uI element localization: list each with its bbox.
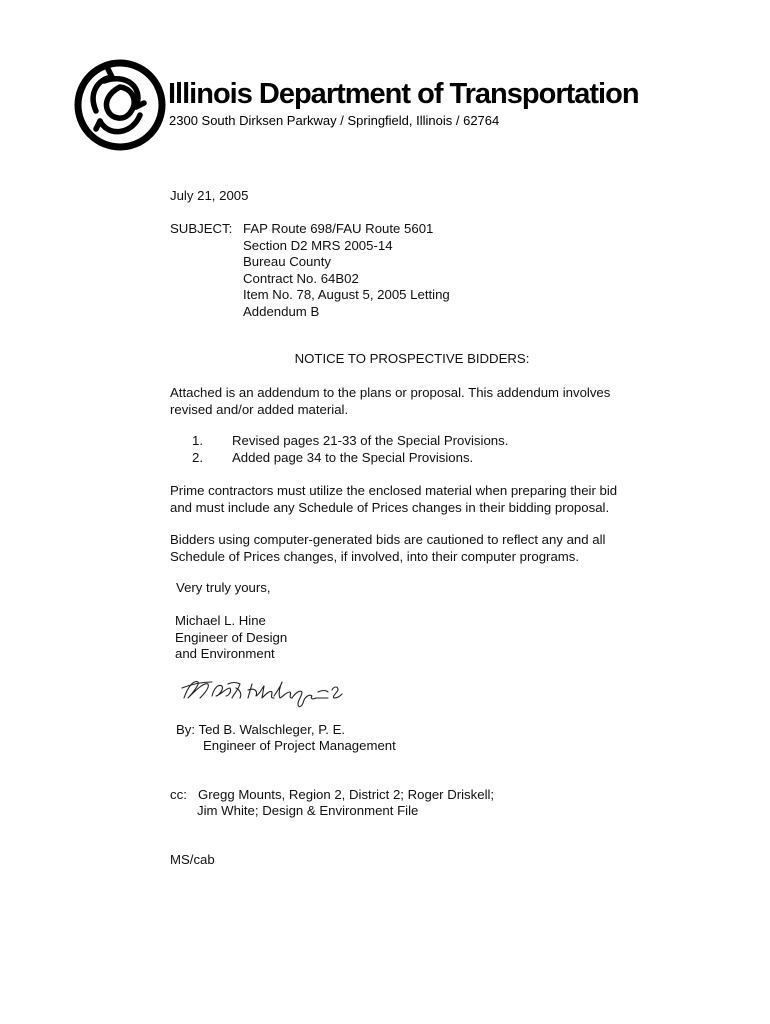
paragraph-line: Prime contractors must utilize the enclosed material when preparing their bid — [170, 483, 618, 498]
by-line: By: Ted B. Walschleger, P. E. — [176, 722, 346, 737]
paragraph-line: and must include any Schedule of Prices changes in their bidding proposal. — [170, 499, 610, 515]
notice-title — [0, 351, 770, 368]
closing: Very truly yours, — [176, 580, 271, 595]
list-item-number: 1. — [192, 433, 203, 448]
by-title: Engineer of Project Management — [203, 738, 396, 753]
subject-lines — [243, 221, 450, 320]
paragraph-line: Schedule of Prices changes, if involved, into their computer programs. — [170, 548, 580, 564]
paragraph-line: Bidders using computer-generated bids are cautioned to reflect any and all — [170, 532, 606, 547]
paragraph-prime-contractors — [170, 483, 617, 516]
list-item-text: Added page 34 to the Special Provisions. — [232, 449, 474, 465]
subject-line: Section D2 MRS 2005-14 — [243, 237, 393, 253]
paragraph-addendum — [170, 385, 610, 418]
subject-line: FAP Route 698/FAU Route 5601 — [243, 221, 434, 236]
subject-line: Contract No. 64B02 — [243, 270, 359, 286]
org-address: 2300 South Dirksen Parkway / Springfield, Illinois / 62764 — [169, 113, 500, 128]
typist-initials: MS/cab — [170, 852, 215, 867]
paragraph-line: Attached is an addendum to the plans or proposal. This addendum involves — [170, 385, 611, 400]
handwritten-signature — [178, 668, 348, 712]
cc-label: cc: — [170, 787, 187, 802]
idot-tri-arrow-logo-icon — [74, 57, 166, 153]
notice-title-text: NOTICE TO PROSPECTIVE BIDDERS: — [294, 351, 530, 366]
signer-block — [175, 613, 287, 663]
list-item-text: Revised pages 21-33 of the Special Provisions. — [232, 433, 509, 448]
subject-label: SUBJECT: — [170, 221, 233, 236]
paragraph-line: revised and/or added material. — [170, 401, 349, 417]
org-name: Illinois Department of Transportation — [168, 78, 639, 110]
paragraph-computer-bids — [170, 532, 605, 565]
subject-line: Addendum B — [243, 303, 320, 319]
cc-recipients: Jim White; Design & Environment File — [197, 803, 419, 818]
signer-name: Michael L. Hine — [175, 613, 266, 628]
signer-title: and Environment — [175, 646, 275, 661]
cc-recipients: Gregg Mounts, Region 2, District 2; Roger Driskell; — [198, 787, 495, 802]
letter-date: July 21, 2005 — [170, 188, 249, 203]
subject-line: Item No. 78, August 5, 2005 Letting — [243, 287, 450, 302]
list-item-number: 2. — [192, 449, 203, 465]
subject-line: Bureau County — [243, 254, 331, 269]
signer-title: Engineer of Design — [175, 629, 288, 645]
